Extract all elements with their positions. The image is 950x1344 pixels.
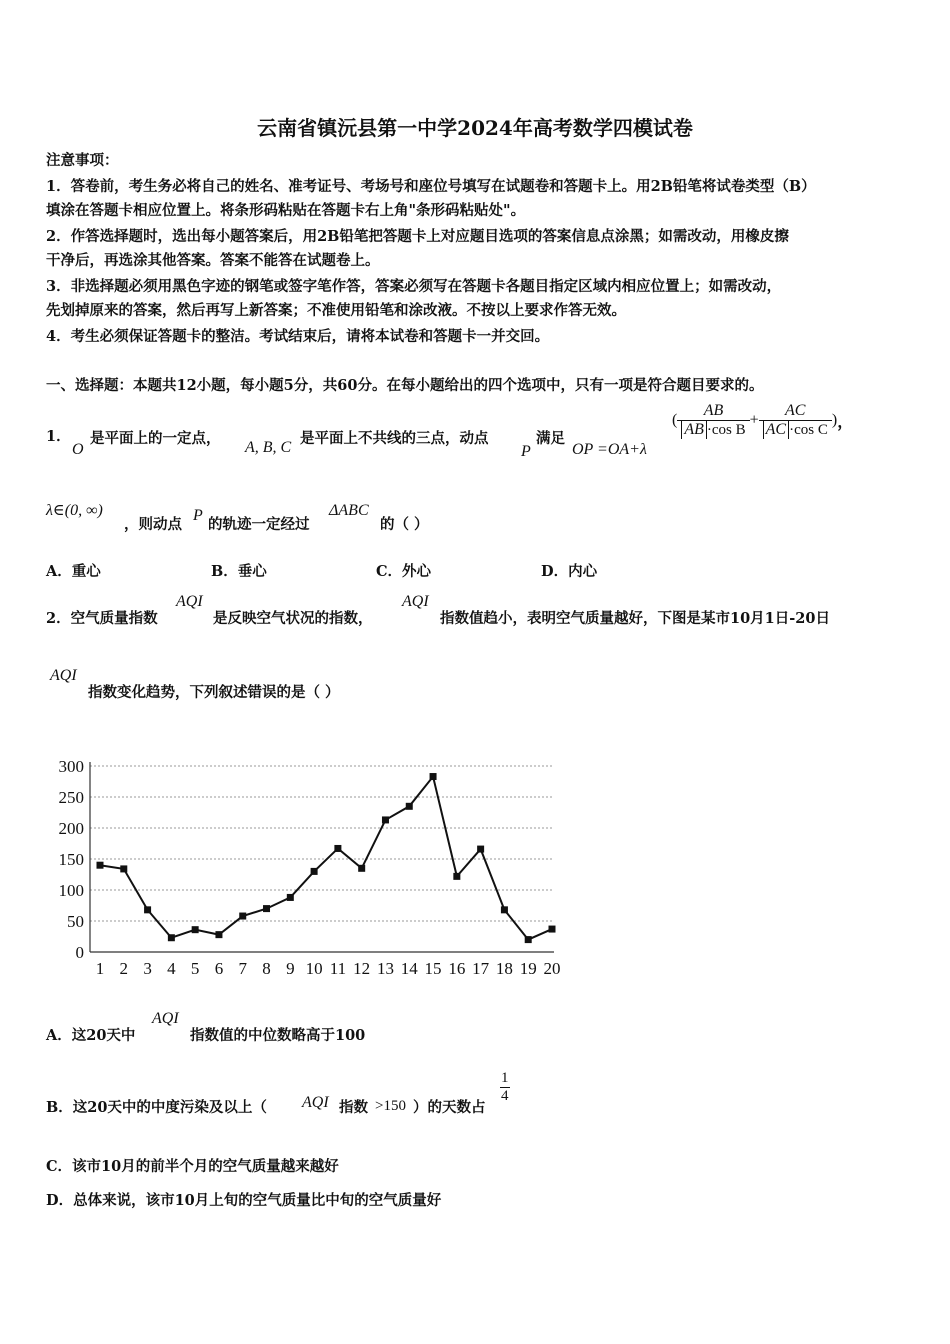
q1-text-4: ，则动点	[124, 516, 182, 533]
q2-aqi-2: AQI	[402, 593, 429, 610]
data-point-day-5	[192, 926, 199, 933]
x-tick-label-1: 1	[95, 959, 105, 978]
data-point-day-19	[525, 936, 532, 943]
q2-fraction-numerator: 1	[501, 1070, 509, 1086]
x-tick-label-17: 17	[472, 959, 490, 978]
data-point-day-15	[430, 773, 437, 780]
notes-line-7: 4．考生必须保证答题卡的整洁。考试结束后，请将本试卷和答题卡一并交回。	[46, 328, 550, 345]
y-tick-label-200: 200	[58, 819, 84, 838]
q2-text-3: 指数变化趋势，下列叙述错误的是（ ）	[88, 684, 340, 701]
q1-text-6: 的（ ）	[380, 516, 429, 533]
q1-math-p: P	[521, 443, 531, 460]
y-tick-label-0: 0	[75, 943, 84, 962]
q2-option-b-threshold: >150	[375, 1098, 406, 1114]
x-tick-label-11: 11	[329, 959, 347, 978]
q1-paren-right: )	[831, 411, 838, 429]
x-tick-label-19: 19	[519, 959, 537, 978]
q1-text-5: 的轨迹一定经过	[208, 516, 310, 533]
y-tick-label-250: 250	[58, 788, 84, 807]
q2-number: 2．空气质量指数	[46, 610, 158, 627]
q2-option-d[interactable]: D．总体来说，该市10月上旬的空气质量比中旬的空气质量好	[46, 1192, 442, 1209]
q2-option-a-text[interactable]: 指数值的中位数略高于100	[190, 1027, 366, 1044]
q2-option-b-post[interactable]: ）的天数占	[413, 1099, 486, 1116]
q2-fraction-denominator: 4	[501, 1088, 509, 1104]
x-tick-label-14: 14	[400, 959, 418, 978]
x-tick-label-13: 13	[376, 959, 394, 978]
x-tick-label-15: 15	[424, 959, 442, 978]
data-point-day-2	[120, 865, 127, 872]
q1-ab-denominator: AB	[681, 421, 707, 439]
x-tick-label-6: 6	[214, 959, 224, 978]
data-point-day-9	[287, 894, 294, 901]
notes-line-2: 填涂在答题卡相应位置上。将条形码粘贴在答题卡右上角"条形码粘贴处"。	[46, 202, 526, 219]
q2-text-2: 指数值趋小，表明空气质量越好，下图是某市10月1日-20日	[440, 610, 830, 627]
x-tick-label-10: 10	[305, 959, 323, 978]
y-tick-label-100: 100	[58, 881, 84, 900]
x-tick-label-16: 16	[448, 959, 466, 978]
x-tick-label-9: 9	[286, 959, 295, 978]
data-point-day-12	[358, 865, 365, 872]
notes-heading: 注意事项：	[46, 152, 119, 169]
data-point-day-17	[477, 846, 484, 853]
q2-option-b-prefix[interactable]: B．这20天中的中度污染及以上（	[46, 1099, 267, 1116]
q2-aqi-1: AQI	[176, 593, 203, 610]
q2-aqi-3: AQI	[50, 667, 77, 684]
aqi-data-points	[97, 773, 556, 943]
q1-math-lambda: λ∈(0, ∞)	[46, 502, 103, 519]
data-point-day-18	[501, 906, 508, 913]
data-point-day-16	[453, 873, 460, 880]
q2-fraction-quarter	[500, 1070, 510, 1105]
data-point-day-8	[263, 905, 270, 912]
q1-math-abc: A, B, C	[245, 439, 292, 456]
y-tick-label-150: 150	[58, 850, 84, 869]
q1-text-2: 是平面上不共线的三点，动点	[300, 430, 489, 447]
q1-plus: +	[749, 411, 759, 429]
q1-paren-left: (	[672, 411, 678, 429]
notes-line-1: 1．答卷前，考生务必将自己的姓名、准考证号、考场号和座位号填写在试题卷和答题卡上。用2B铅笔将试卷类型（B）	[46, 178, 816, 195]
q1-ac-numerator: AC	[759, 402, 832, 421]
data-point-day-13	[382, 816, 389, 823]
q2-option-b-mid[interactable]: 指数	[339, 1099, 368, 1116]
data-point-day-3	[144, 906, 151, 913]
q1-math-triangle: ΔABC	[329, 502, 369, 519]
q1-math-p2: P	[193, 507, 203, 524]
x-tick-label-4: 4	[167, 959, 176, 978]
y-tick-label-50: 50	[67, 912, 84, 931]
data-point-day-11	[334, 845, 341, 852]
section-heading: 一、选择题：本题共12小题，每小题5分，共60分。在每小题给出的四个选项中，只有一项是符合题目要求的。	[46, 377, 764, 394]
chart-y-tick-labels	[59, 757, 85, 962]
aqi-line-chart	[46, 752, 566, 982]
data-point-day-20	[549, 926, 556, 933]
q1-text-1: 是平面上的一定点，	[90, 430, 221, 447]
notes-line-4: 干净后，再选涂其他答案。答案不能答在试题卷上。	[46, 252, 380, 269]
data-point-day-1	[97, 862, 104, 869]
q2-option-a-aqi: AQI	[152, 1010, 179, 1027]
q1-fraction-ab	[677, 402, 749, 439]
x-tick-label-12: 12	[353, 959, 371, 978]
q1-math-op: OP =OA+λ	[572, 441, 647, 458]
notes-line-6: 先划掉原来的答案，然后再写上新答案；不准使用铅笔和涂改液。不按以上要求作答无效。	[46, 302, 626, 319]
notes-line-5: 3．非选择题必须用黑色字迹的钢笔或签字笔作答，答案必须写在答题卡各题目指定区域内相应位置上；如需改动，	[46, 278, 782, 295]
x-tick-label-18: 18	[495, 959, 513, 978]
aqi-series-line	[100, 777, 552, 940]
x-tick-label-7: 7	[238, 959, 247, 978]
x-tick-label-5: 5	[190, 959, 200, 978]
notes-line-3: 2．作答选择题时，选出每小题答案后，用2B铅笔把答题卡上对应题目选项的答案信息点涂黑；如需改动，用橡皮擦	[46, 228, 789, 245]
x-tick-label-8: 8	[262, 959, 271, 978]
x-tick-label-20: 20	[543, 959, 561, 978]
q1-text-3: 满足	[536, 430, 565, 447]
data-point-day-10	[311, 868, 318, 875]
q1-fraction-ac	[759, 402, 832, 439]
data-point-day-4	[168, 934, 175, 941]
q2-option-b-aqi: AQI	[302, 1094, 329, 1111]
q2-option-a-prefix[interactable]: A．这20天中	[46, 1027, 136, 1044]
q1-cos-c: ·cos C	[789, 422, 828, 438]
q1-option-d[interactable]: D．内心	[541, 563, 598, 580]
q1-cos-b: ·cos B	[706, 422, 746, 438]
data-point-day-14	[406, 803, 413, 810]
q1-math-o: O	[72, 441, 84, 458]
chart-x-tick-labels	[96, 959, 561, 978]
q1-comma: ，	[837, 414, 854, 431]
q1-option-b[interactable]: B．垂心	[211, 563, 267, 580]
q1-ab-numerator: AB	[677, 402, 749, 421]
chart-gridlines	[90, 766, 554, 921]
q1-option-a[interactable]: A．重心	[46, 563, 101, 580]
y-tick-label-300: 300	[58, 757, 84, 776]
q2-text-1: 是反映空气状况的指数，	[213, 610, 373, 627]
x-tick-label-3: 3	[143, 959, 152, 978]
page-title: 云南省镇沅县第一中学2024年高考数学四模试卷	[257, 116, 693, 140]
q1-ac-denominator: AC	[763, 421, 789, 439]
data-point-day-6	[215, 931, 222, 938]
q2-option-c[interactable]: C．该市10月的前半个月的空气质量越来越好	[46, 1158, 339, 1175]
x-tick-label-2: 2	[119, 959, 129, 978]
q1-vector-expression	[672, 402, 853, 439]
data-point-day-7	[239, 913, 246, 920]
q1-option-c[interactable]: C．外心	[376, 563, 432, 580]
q1-number: 1．	[46, 428, 71, 445]
